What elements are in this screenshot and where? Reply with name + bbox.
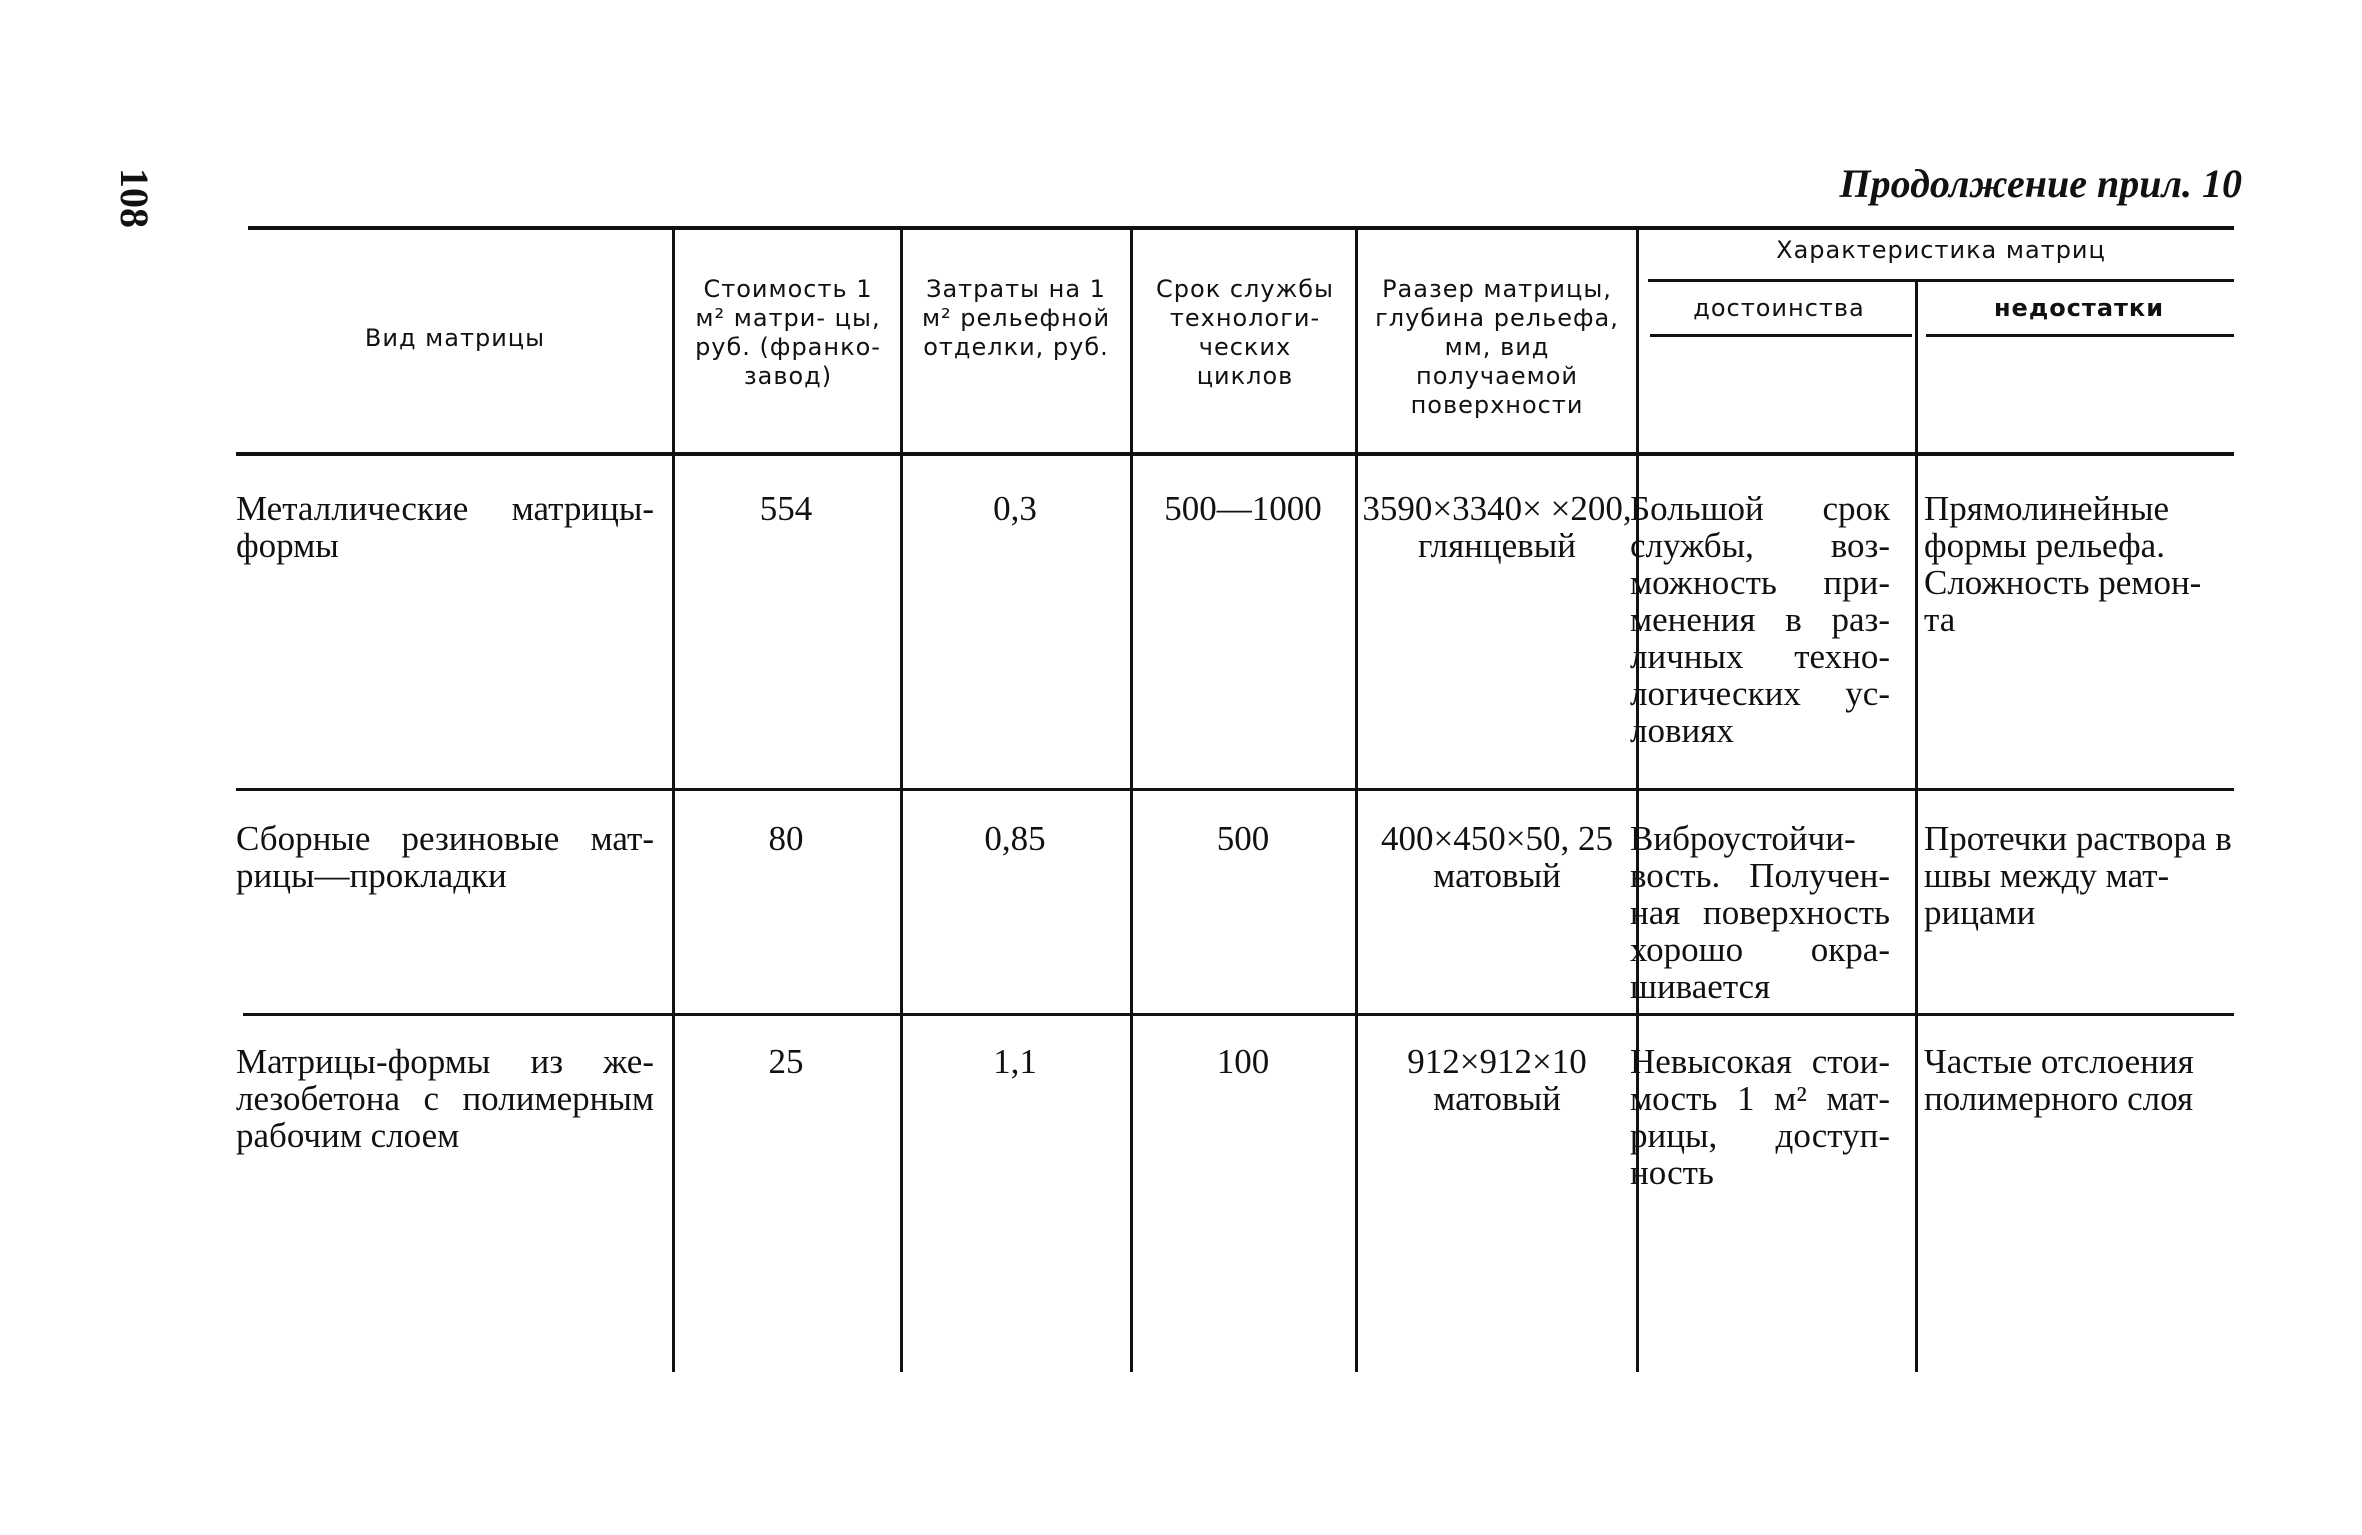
column-divider-3 — [1130, 228, 1133, 1372]
column-divider-2 — [900, 228, 903, 1372]
header-size: Раазер матрицы, глубина рельефа, мм, вид получаемой поверхности — [1375, 275, 1619, 419]
row-3-relief-cost: 1,1 — [993, 1042, 1037, 1081]
header-type: Вид матрицы — [364, 324, 546, 352]
row-1-disadvantages: Прямолинейные формы рельефа. Сложность ремон- та — [1924, 489, 2202, 639]
row-3-service-life: 100 — [1216, 1042, 1270, 1081]
row-3-disadvantages: Частые отслоения полимерного слоя — [1924, 1042, 2194, 1118]
row-1-advantages: Большой срок службы, воз- можность при- менения в раз- личных техно- логических ус- ловиях — [1630, 489, 1890, 750]
row-1-bottom-rule — [236, 788, 2234, 791]
row-2-cost: 80 — [768, 819, 804, 858]
column-divider-5 — [1636, 228, 1639, 1372]
page-number: 108 — [112, 168, 157, 228]
row-3-size: 912×912×10 матовый — [1407, 1042, 1587, 1118]
row-3-cost: 25 — [768, 1042, 804, 1081]
column-divider-4 — [1355, 228, 1358, 1372]
row-2-type: Сборные резиновые мат- рицы—прокладки — [236, 819, 654, 895]
header-relief-cost: Затраты на 1 м² рельефной отделки, руб. — [921, 275, 1111, 361]
row-2-disadvantages: Протечки раствора в швы между мат- рицами — [1924, 819, 2232, 932]
disadvantages-underline — [1926, 334, 2234, 337]
column-divider-6 — [1915, 282, 1918, 1372]
table-top-rule — [248, 226, 2234, 230]
header-disadvantages: недостатки — [1993, 294, 2165, 322]
row-2-advantages: Виброустойчи- вость. Получен- ная поверхность хорошо окра- шивается — [1630, 819, 1890, 1006]
header-cost: Стоимость 1 м² матри- цы, руб. (франко- завод) — [695, 275, 881, 390]
header-characteristics: Характеристика матриц — [1776, 236, 2106, 264]
row-2-size: 400×450×50, 25 матовый — [1381, 819, 1613, 895]
row-2-bottom-rule — [243, 1013, 2234, 1016]
advantages-underline — [1650, 334, 1912, 337]
row-3-advantages: Невысокая стои- мость 1 м² мат- рицы, доступ- ность — [1630, 1042, 1890, 1192]
header-advantages: достоинства — [1693, 294, 1865, 322]
row-3-type: Матрицы-формы из же- лезобетона с полимерным рабочим слоем — [236, 1042, 654, 1155]
column-divider-1 — [672, 228, 675, 1372]
continuation-caption: Продолжение прил. 10 — [1839, 161, 2242, 206]
header-bottom-rule — [236, 452, 2234, 456]
row-1-size: 3590×3340× ×200, глянцевый — [1362, 489, 1632, 565]
characteristics-subrule — [1648, 279, 2234, 282]
header-service-life: Срок службы технологи- ческих циклов — [1156, 275, 1334, 390]
row-1-service-life: 500—1000 — [1164, 489, 1322, 528]
row-1-cost: 554 — [759, 489, 813, 528]
row-2-service-life: 500 — [1216, 819, 1270, 858]
row-1-type: Металлические матрицы-формы — [236, 489, 654, 565]
row-2-relief-cost: 0,85 — [984, 819, 1046, 858]
row-1-relief-cost: 0,3 — [993, 489, 1037, 528]
